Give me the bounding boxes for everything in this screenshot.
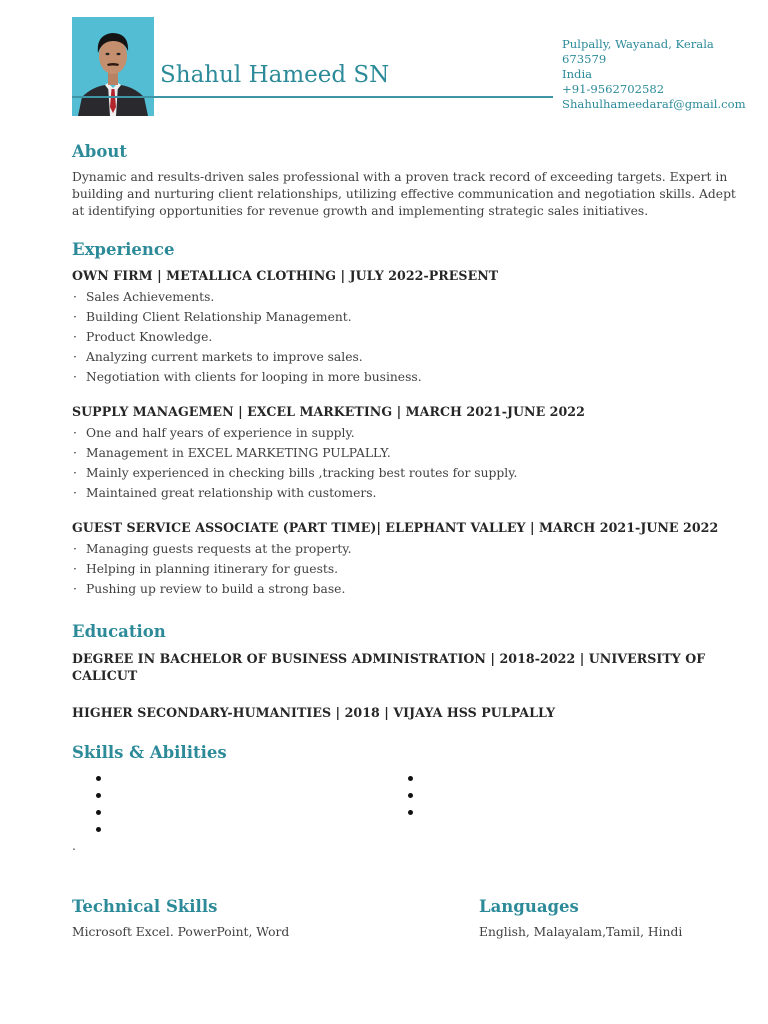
- about-text: [72, 169, 736, 220]
- list-item: [72, 559, 352, 579]
- list-item: [72, 287, 422, 307]
- technical-skills-heading: Technical Skills: [72, 897, 218, 916]
- bullet-text: Negotiation with clients for looping in more business.: [86, 370, 422, 384]
- skill-bullet: [408, 776, 413, 781]
- contact-email[interactable]: Shahulhameedaraf@gmail.com: [562, 97, 746, 111]
- bullet-text: Pushing up review to build a strong base.: [86, 582, 346, 596]
- technical-skills-text: Microsoft Excel. PowerPoint, Word: [72, 925, 290, 939]
- job-bullets: [72, 287, 422, 387]
- skills-list-left: [96, 776, 101, 844]
- bullet-mark: ·: [73, 562, 77, 576]
- profile-photo-image: [72, 17, 154, 116]
- skills-list-right: [408, 776, 413, 827]
- job-bullets: [72, 423, 517, 503]
- contact-address: Pulpally, Wayanad, Kerala: [562, 37, 714, 51]
- profile-photo: [72, 17, 154, 116]
- skill-bullet: [96, 827, 101, 832]
- bullet-mark: ·: [73, 330, 77, 344]
- list-item: [72, 423, 517, 443]
- bullet-text: Maintained great relationship with customers.: [86, 486, 377, 500]
- bullet-text: Managing guests requests at the property.: [86, 542, 352, 556]
- bullet-mark: ·: [73, 310, 77, 324]
- list-item: [72, 367, 422, 387]
- contact-postcode: 673579: [562, 52, 607, 66]
- skill-bullet: [96, 793, 101, 798]
- education-entry-continued: CALICUT: [72, 668, 138, 683]
- bullet-text: Helping in planning itinerary for guests.: [86, 562, 339, 576]
- bullet-text: One and half years of experience in supply.: [86, 426, 355, 440]
- bullet-mark: ·: [73, 370, 77, 384]
- skill-bullet: [96, 810, 101, 815]
- bullet-mark: ·: [73, 486, 77, 500]
- bullet-mark: ·: [73, 466, 77, 480]
- experience-heading: Experience: [72, 240, 175, 259]
- education-entry: DEGREE IN BACHELOR OF BUSINESS ADMINISTRATION | 2018-2022 | UNIVERSITY OF: [72, 651, 706, 666]
- contact-phone: +91-9562702582: [562, 82, 665, 96]
- list-item: [72, 347, 422, 367]
- bullet-mark: ·: [73, 290, 77, 304]
- languages-text: English, Malayalam,Tamil, Hindi: [479, 925, 683, 939]
- contact-block: [562, 37, 746, 112]
- list-item: [72, 307, 422, 327]
- job-title: GUEST SERVICE ASSOCIATE (PART TIME)| ELEPHANT VALLEY | MARCH 2021-JUNE 2022: [72, 520, 719, 535]
- bullet-text: Analyzing current markets to improve sales.: [86, 350, 363, 364]
- bullet-text: Mainly experienced in checking bills ,tracking best routes for supply.: [86, 466, 518, 480]
- bullet-text: Product Knowledge.: [86, 330, 213, 344]
- bullet-mark: ·: [73, 446, 77, 460]
- bullet-text: Sales Achievements.: [86, 290, 215, 304]
- contact-country: India: [562, 67, 593, 81]
- candidate-name: Shahul Hameed SN: [160, 62, 390, 88]
- skill-bullet: [408, 810, 413, 815]
- list-item: [72, 463, 517, 483]
- bullet-mark: ·: [73, 582, 77, 596]
- bullet-mark: ·: [73, 542, 77, 556]
- about-line: at identifying opportunities for revenue growth and implementing strategic sales initiatives.: [72, 204, 649, 218]
- list-item: [72, 539, 352, 559]
- languages-heading: Languages: [479, 897, 579, 916]
- bullet-text: Management in EXCEL MARKETING PULPALLY.: [86, 446, 391, 460]
- job-title: OWN FIRM | METALLICA CLOTHING | JULY 2022-PRESENT: [72, 268, 499, 283]
- list-item: [72, 443, 517, 463]
- bullet-mark: ·: [73, 426, 77, 440]
- list-item: [72, 579, 352, 599]
- name-divider: [72, 96, 553, 98]
- about-line: Dynamic and results-driven sales professional with a proven track record of exceeding targets. Expert in: [72, 170, 728, 184]
- education-heading: Education: [72, 622, 166, 641]
- job-bullets: [72, 539, 352, 599]
- bullet-mark: ·: [73, 350, 77, 364]
- job-title: SUPPLY MANAGEMEN | EXCEL MARKETING | MARCH 2021-JUNE 2022: [72, 404, 585, 419]
- about-line: building and nurturing client relationships, utilizing effective communication and negotiation skills. Adept: [72, 187, 736, 201]
- skill-bullet: [408, 793, 413, 798]
- about-heading: About: [72, 142, 127, 161]
- bullet-text: Building Client Relationship Management.: [86, 310, 352, 324]
- skill-bullet: [96, 776, 101, 781]
- education-entry: HIGHER SECONDARY-HUMANITIES | 2018 | VIJAYA HSS PULPALLY: [72, 705, 556, 720]
- list-item: [72, 483, 517, 503]
- skills-heading: Skills & Abilities: [72, 743, 227, 762]
- skills-trailing-mark: .: [72, 839, 76, 853]
- list-item: [72, 327, 422, 347]
